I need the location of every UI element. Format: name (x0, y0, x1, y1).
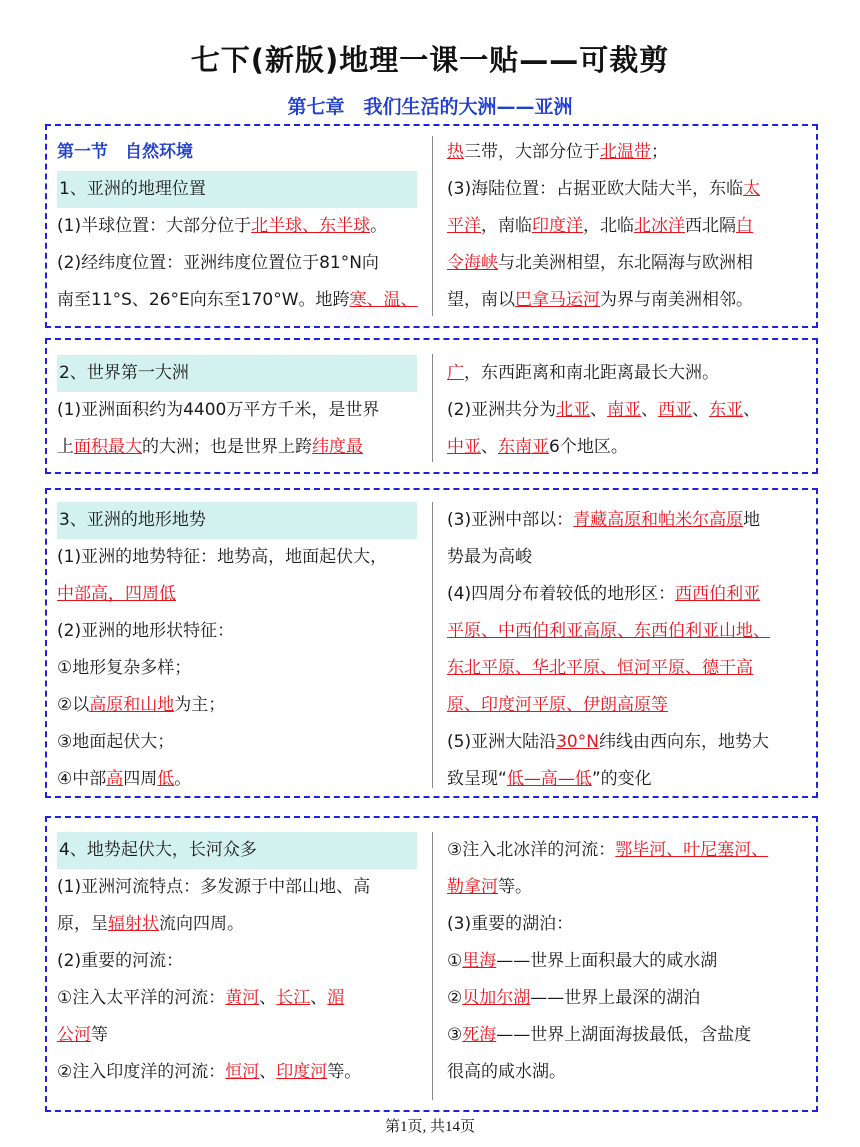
right-column (447, 355, 807, 466)
body-text: (3)亚洲中部以： (447, 510, 574, 530)
answer-text: 印度河 (276, 1062, 328, 1082)
body-text: 四周 (123, 769, 158, 789)
body-text: 、 (743, 400, 761, 420)
answer-text: 湄 (327, 988, 345, 1008)
answer-text: 原、印度河平原、伊朗高原等 (447, 695, 668, 715)
left-column (57, 502, 419, 798)
answer-text: 鄂毕河、叶尼塞河、 (615, 840, 769, 860)
body-text: 、 (692, 400, 710, 420)
body-text: 等。 (327, 1062, 362, 1082)
body-text: (3)重要的湖泊： (447, 914, 574, 934)
answer-text: 面积最大 (74, 437, 142, 457)
text-line (57, 245, 419, 282)
body-text: (2)亚洲的地形状特征： (57, 621, 235, 641)
body-text: ③ (447, 1025, 463, 1045)
body-text: 致呈现“ (447, 769, 507, 789)
answer-text: 公河 (57, 1025, 91, 1045)
body-text: (2)亚洲共分为 (447, 400, 557, 420)
body-text: ①注入太平洋的河流： (57, 988, 226, 1008)
body-text: 望，南以 (447, 290, 515, 310)
body-text: (3)海陆位置：占据亚欧大陆大半，东临 (447, 179, 744, 199)
answer-text: 东北平原、华北平原、恒河平原、德干高 (447, 658, 753, 678)
body-text: ； (651, 142, 668, 162)
text-line (57, 1017, 419, 1054)
answer-text: 西亚 (658, 400, 693, 420)
body-text: (1)亚洲面积约为4400万平方千米，是世界 (57, 400, 380, 420)
text-line (447, 539, 807, 576)
body-text: 地 (743, 510, 761, 530)
body-text: (1)亚洲的地势特征：地势高，地面起伏大， (57, 547, 388, 567)
card-terrain (45, 488, 818, 798)
text-line (447, 832, 807, 869)
answer-text: 里海 (462, 951, 497, 971)
right-column (447, 134, 807, 319)
text-line (57, 724, 419, 761)
page-footer: 第1页, 共14页 (384, 1119, 475, 1135)
body-text: 、 (641, 400, 659, 420)
text-line (57, 392, 419, 429)
card-rivers-lakes (45, 816, 818, 1112)
body-text: 纬线由西向东，地势大 (598, 732, 769, 752)
answer-text: 西西伯利亚 (675, 584, 761, 604)
answer-text: 高 (106, 769, 124, 789)
body-text: 6个地区。 (549, 437, 628, 457)
answer-text: 南亚 (607, 400, 642, 420)
answer-text: 北半球、东半球 (251, 216, 371, 236)
body-text: ”的变化 (591, 769, 652, 789)
body-text: 与北美洲相望，东北隔海与欧洲相 (498, 253, 753, 273)
body-text: ① (447, 951, 463, 971)
chapter-heading: 第七章 我们生活的大洲——亚洲 (287, 96, 573, 118)
text-line (57, 650, 419, 687)
text-line (57, 761, 419, 798)
answer-text: 北亚 (556, 400, 591, 420)
text-line (57, 539, 419, 576)
text-line (447, 687, 807, 724)
text-line (447, 869, 807, 906)
text-line (57, 208, 419, 245)
body-text: ③注入北冰洋的河流： (447, 840, 616, 860)
answer-text: 令海峡 (447, 253, 498, 273)
right-column (447, 832, 807, 1091)
text-line (447, 761, 807, 798)
text-line (447, 906, 807, 943)
text-line (447, 392, 807, 429)
answer-text: 巴拿马运河 (515, 290, 600, 310)
text-line (447, 613, 807, 650)
body-text: ①地形复杂多样； (57, 658, 192, 678)
body-text: 等 (91, 1025, 108, 1045)
body-text: 、 (310, 988, 328, 1008)
body-text: 等。 (498, 877, 532, 897)
text-line (57, 687, 419, 724)
answer-text: 太 (743, 179, 761, 199)
body-text: 原，呈 (57, 914, 108, 934)
left-column (57, 832, 419, 1091)
answer-text: 恒河 (225, 1062, 260, 1082)
body-text: 为界与南美洲相邻。 (600, 290, 753, 310)
text-line (447, 134, 807, 171)
body-text: 2、世界第一大洲 (59, 363, 189, 383)
body-text: 南至11°S、26°E向东至170°W。地跨 (57, 290, 350, 310)
text-line (57, 980, 419, 1017)
card-largest-continent (45, 338, 818, 474)
answer-text: 东亚 (709, 400, 744, 420)
body-text: 势最为高峻 (447, 547, 532, 567)
answer-text: 贝加尔湖 (462, 988, 531, 1008)
left-column (57, 134, 419, 319)
body-text: (1)半球位置：大部分位于 (57, 216, 252, 236)
text-line (57, 943, 419, 980)
section-heading (57, 502, 417, 539)
answer-text: 辐射状 (108, 914, 159, 934)
answer-text: 低 (157, 769, 175, 789)
answer-text: 死海 (462, 1025, 497, 1045)
text-line (447, 208, 807, 245)
body-text: 、 (481, 437, 498, 457)
body-text: 。 (174, 769, 192, 789)
section-title: 第一节 自然环境 (57, 142, 193, 162)
answer-text: 北冰洋 (634, 216, 685, 236)
text-line (57, 429, 419, 466)
text-line (57, 282, 419, 319)
text-line (57, 869, 419, 906)
body-text: 4、地势起伏大，长河众多 (59, 840, 257, 860)
answer-text: 北温带 (600, 142, 651, 162)
body-text: (2)重要的河流： (57, 951, 184, 971)
answer-text: 平洋 (447, 216, 481, 236)
section-heading (57, 355, 417, 392)
body-text: ② (447, 988, 463, 1008)
column-divider (432, 502, 433, 788)
answer-text: 中亚 (447, 437, 481, 457)
body-text: 流向四周。 (159, 914, 244, 934)
text-line (447, 502, 807, 539)
body-text: 。 (370, 216, 388, 236)
answer-text: 白 (736, 216, 753, 236)
answer-text: 青藏高原和帕米尔高原 (573, 510, 744, 530)
body-text: 3、亚洲的地形地势 (59, 510, 206, 530)
answer-text: 低—高—低 (506, 769, 592, 789)
answer-text: 勒拿河 (447, 877, 498, 897)
body-text: (2)经纬度位置：亚洲纬度位置位于81°N向 (57, 253, 379, 273)
answer-text: 黄河 (225, 988, 260, 1008)
body-text: ——世界上湖面海拔最低，含盐度 (496, 1025, 752, 1045)
column-divider (432, 832, 433, 1100)
body-text: ，东西距离和南北距离最长大洲。 (464, 363, 719, 383)
body-text: ，南临 (481, 216, 532, 236)
answer-text: 长江 (276, 988, 311, 1008)
answer-text: 广 (447, 363, 464, 383)
column-divider (432, 354, 433, 462)
answer-text: 平原、中西伯利亚高原、东西伯利亚山地、 (447, 621, 770, 641)
body-text: 很高的咸水湖。 (447, 1062, 566, 1082)
body-text: ——世界上最深的湖泊 (530, 988, 701, 1008)
answer-text: 印度洋 (532, 216, 583, 236)
body-text: 为主； (174, 695, 226, 715)
text-line (447, 576, 807, 613)
body-text: ②注入印度洋的河流： (57, 1062, 226, 1082)
body-text: 西北隔 (685, 216, 736, 236)
section-heading (57, 832, 417, 869)
body-text: 1、亚洲的地理位置 (59, 179, 206, 199)
text-line (447, 429, 807, 466)
text-line (57, 576, 419, 613)
body-text: ，北临 (583, 216, 634, 236)
right-column (447, 502, 807, 798)
text-line (447, 943, 807, 980)
text-line (57, 1054, 419, 1091)
body-text: 、 (590, 400, 608, 420)
text-line (447, 282, 807, 319)
answer-text: 纬度最 (312, 437, 363, 457)
text-line (447, 724, 807, 761)
answer-text: 寒、温、 (349, 290, 418, 310)
body-text: 的大洲；也是世界上跨 (142, 437, 312, 457)
text-line (447, 1017, 807, 1054)
text-line (447, 980, 807, 1017)
body-text: ③地面起伏大； (57, 732, 175, 752)
text-line (447, 650, 807, 687)
text-line (57, 906, 419, 943)
body-text: (1)亚洲河流特点：多发源于中部山地、高 (57, 877, 371, 897)
body-text: ④中部 (57, 769, 107, 789)
text-line (57, 613, 419, 650)
answer-text: 30°N (556, 732, 599, 752)
text-line (57, 134, 419, 171)
answer-text: 东南亚 (498, 437, 549, 457)
body-text: 、 (259, 988, 277, 1008)
text-line (447, 1054, 807, 1091)
body-text: (4)四周分布着较低的地形区： (447, 584, 676, 604)
body-text: ——世界上面积最大的咸水湖 (496, 951, 718, 971)
body-text: 上 (57, 437, 74, 457)
text-line (447, 171, 807, 208)
section-heading (57, 171, 417, 208)
page-title: 七下(新版)地理一课一贴——可裁剪 (190, 43, 670, 77)
body-text: ②以 (57, 695, 90, 715)
answer-text: 中部高，四周低 (57, 584, 176, 604)
text-line (447, 245, 807, 282)
body-text: 、 (259, 1062, 277, 1082)
column-divider (432, 136, 433, 316)
text-line (447, 355, 807, 392)
body-text: (5)亚洲大陆沿 (447, 732, 557, 752)
body-text: 三带，大部分位于 (464, 142, 600, 162)
left-column (57, 355, 419, 466)
answer-text: 热 (447, 142, 464, 162)
answer-text: 高原和山地 (89, 695, 175, 715)
card-geographic-location (45, 124, 818, 328)
